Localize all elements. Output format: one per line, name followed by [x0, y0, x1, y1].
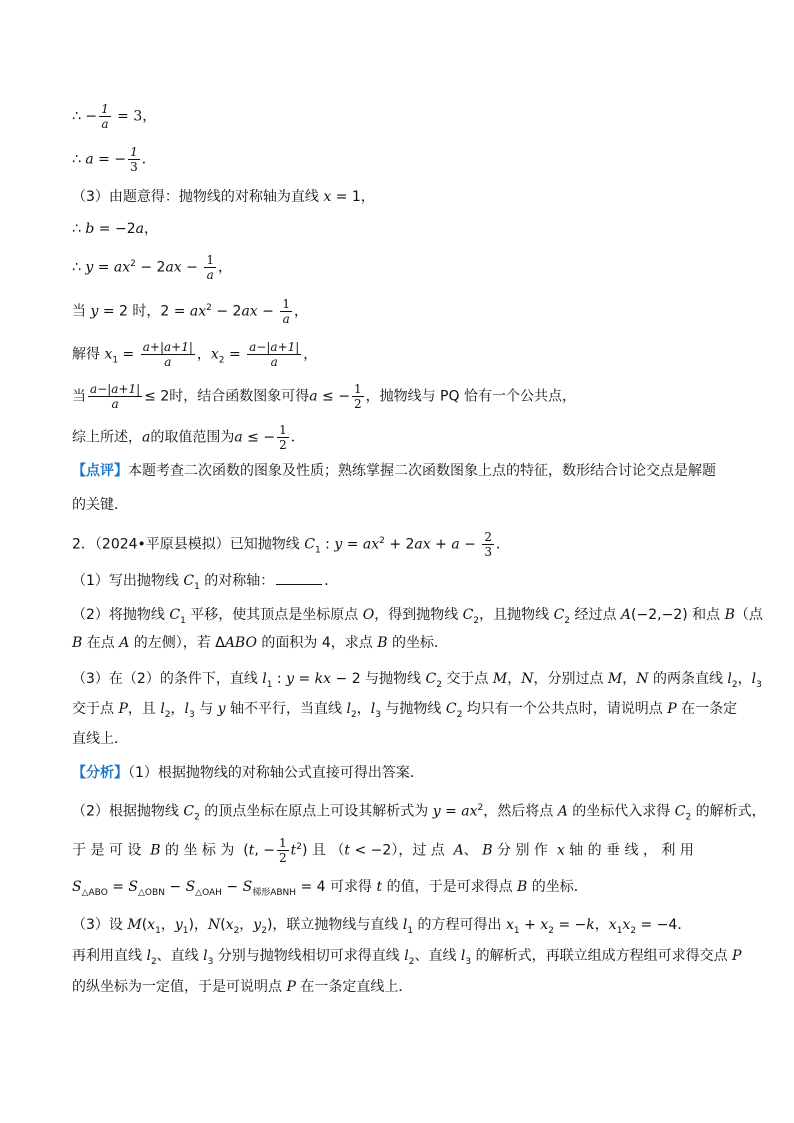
analysis-line-2: （2）根据抛物线 $C_2$ 的顶点坐标在原点上可设其解析式为 $y = ax^2$，然后将点 A 的坐标代入求得 $C_2$ 的解析式， [72, 803, 766, 823]
solution-line-3: （3）由题意得：抛物线的对称轴为直线 x = 1， [72, 189, 375, 205]
solution-line-5: ∴ $y = ax^2 - 2ax$ − $\frac{1}{a}$ ， [72, 253, 232, 283]
solution-line-1: ∴ − $\frac{1}{a}$ = 3， [72, 102, 157, 131]
question-2-intro: 2．（2024•平原县模拟）已知抛物线 $C_1$ : $y = ax^2 + 2ax + a$ − $\frac{2}{3}$ ． [72, 530, 510, 560]
fraction: $\frac{1}{2}$ [279, 423, 287, 452]
comment-tag: 【点评】 [72, 463, 128, 479]
solution-line-6: 当 y = 2 时，$2 = ax^2 - 2ax$ − $\frac{1}{a}$ ， [72, 297, 308, 327]
analysis-line-1 [72, 762, 722, 784]
fraction: $\frac{1}{3}$ [130, 145, 138, 174]
comment-text: 本题考查二次函数的图象及性质；熟练掌握二次函数图象上点的特征，数形结合讨论交点是解题 [128, 463, 716, 479]
analysis-line-7: 的纵坐标为一定值，于是可说明点 P 在一条定直线上． [72, 979, 413, 995]
fraction: $\frac{1}{a}$ [206, 253, 214, 283]
fraction: $\frac{1}{2}$ [353, 382, 362, 411]
solution-line-8: 当 $\frac{a-|a+1|}{a}$ ≤ 2时，结合函数图象可得a ≤ − $\frac{1}{2}$ ，抛物线与 PQ 恰有一个公共点， [72, 382, 576, 411]
analysis-line-5: （3）设 $M(x_1$，$y_1$)，$N(x_2$，$y_2$)，联立抛物线与直线 $l_1$ 的方程可得出 $x_1 + x_2 = -k$，$x_1x_2 = -4$． [72, 917, 692, 936]
solution-line-9: 综上所述，a的取值范围为a ≤ − $\frac{1}{2}$ ． [72, 423, 305, 452]
question-2-part-3b: 交于点 P，且 $l_2$，$l_3$ 与 y 轴不平行，当直线 $l_2$，$l_3$ 与抛物线 $C_2$ 均只有一个公共点时，请说明点 P 在一条定 [72, 701, 738, 720]
comment-line-1 [72, 460, 722, 482]
question-2-part-2b: B 在点 A 的左侧），若 ΔABO 的面积为 4，求点 B 的坐标． [72, 635, 448, 651]
answer-blank [276, 570, 322, 585]
analysis-line-6: 再利用直线 $l_2$、直线 $l_3$ 分别与抛物线相切可求得直线 $l_2$、直线 $l_3$ 的解析式，再联立组成方程组可求得交点 P [72, 948, 742, 967]
text: 的取值范围为 [150, 429, 235, 446]
question-2-part-1: （1）写出抛物线 $C_1$ 的对称轴： ． [72, 570, 722, 598]
fraction: $\frac{a-|a+1|}{a}$ [90, 382, 141, 411]
fraction: $\frac{a-|a+1|}{a}$ [249, 340, 300, 369]
fraction: $\frac{a+|a+1|}{a}$ [142, 340, 193, 369]
solution-line-4: ∴ b = −2a， [72, 221, 158, 237]
question-2-part-2a: （2）将抛物线 $C_1$ 平移，使其顶点是坐标原点 O，得到抛物线 $C_2$，且抛物线 $C_2$ 经过点 A(−2,−2) 和点 B（点 [72, 607, 763, 626]
question-intro-text: 2．（2024•平原县模拟）已知抛物线 [72, 536, 300, 553]
text: ≤ 2时，结合函数图象可得 [144, 388, 310, 405]
text: 综上所述， [72, 429, 142, 446]
fraction: $\frac{2}{3}$ [484, 530, 492, 560]
comment-line-2: 的关键． [72, 497, 128, 513]
analysis-text: （1）根据抛物线的对称轴公式直接可得出答案． [128, 765, 424, 781]
text: ． [290, 429, 305, 446]
solution-line-2: ∴ a = − $\frac{1}{3}$ ． [72, 145, 156, 174]
fraction: $\frac{1}{a}$ [101, 102, 109, 131]
analysis-line-3: 于 是 可 设 B 的 坐 标 为 (t, − $\frac{1}{2}$ $t^2$) 且 （t < −2），过 点 A、 B 分 别 作 x 轴 的 垂 线 ， 利 用 [72, 836, 694, 866]
text: ，抛物线与 PQ 恰有一个公共点， [365, 388, 576, 405]
solution-line-7: 解得 $x_1$ = $\frac{a+|a+1|}{a}$ ，$x_2$ = $\frac{a-|a+1|}{a}$ ， [72, 340, 318, 369]
question-2-part-3a: （3）在（2）的条件下，直线 $l_1$ : y = kx − 2 与抛物线 $C_2$ 交于点 M，N，分别过点 M，N 的两条直线 $l_2$，$l_3$ [72, 671, 762, 690]
fraction: $\frac{1}{a}$ [282, 297, 290, 327]
question-2-part-3c: 直线上． [72, 731, 128, 747]
analysis-tag: 【分析】 [72, 765, 128, 781]
text: 当 [72, 388, 86, 405]
fraction: $\frac{1}{2}$ [279, 836, 287, 866]
analysis-line-4: $S_{\triangle ABO} = S_{\triangle OBN} - S_{\triangle OAH} - S_{梯形ABNH} = 4$ 可求得 t 的值，于是可求得点 B 的坐标． [72, 879, 588, 898]
